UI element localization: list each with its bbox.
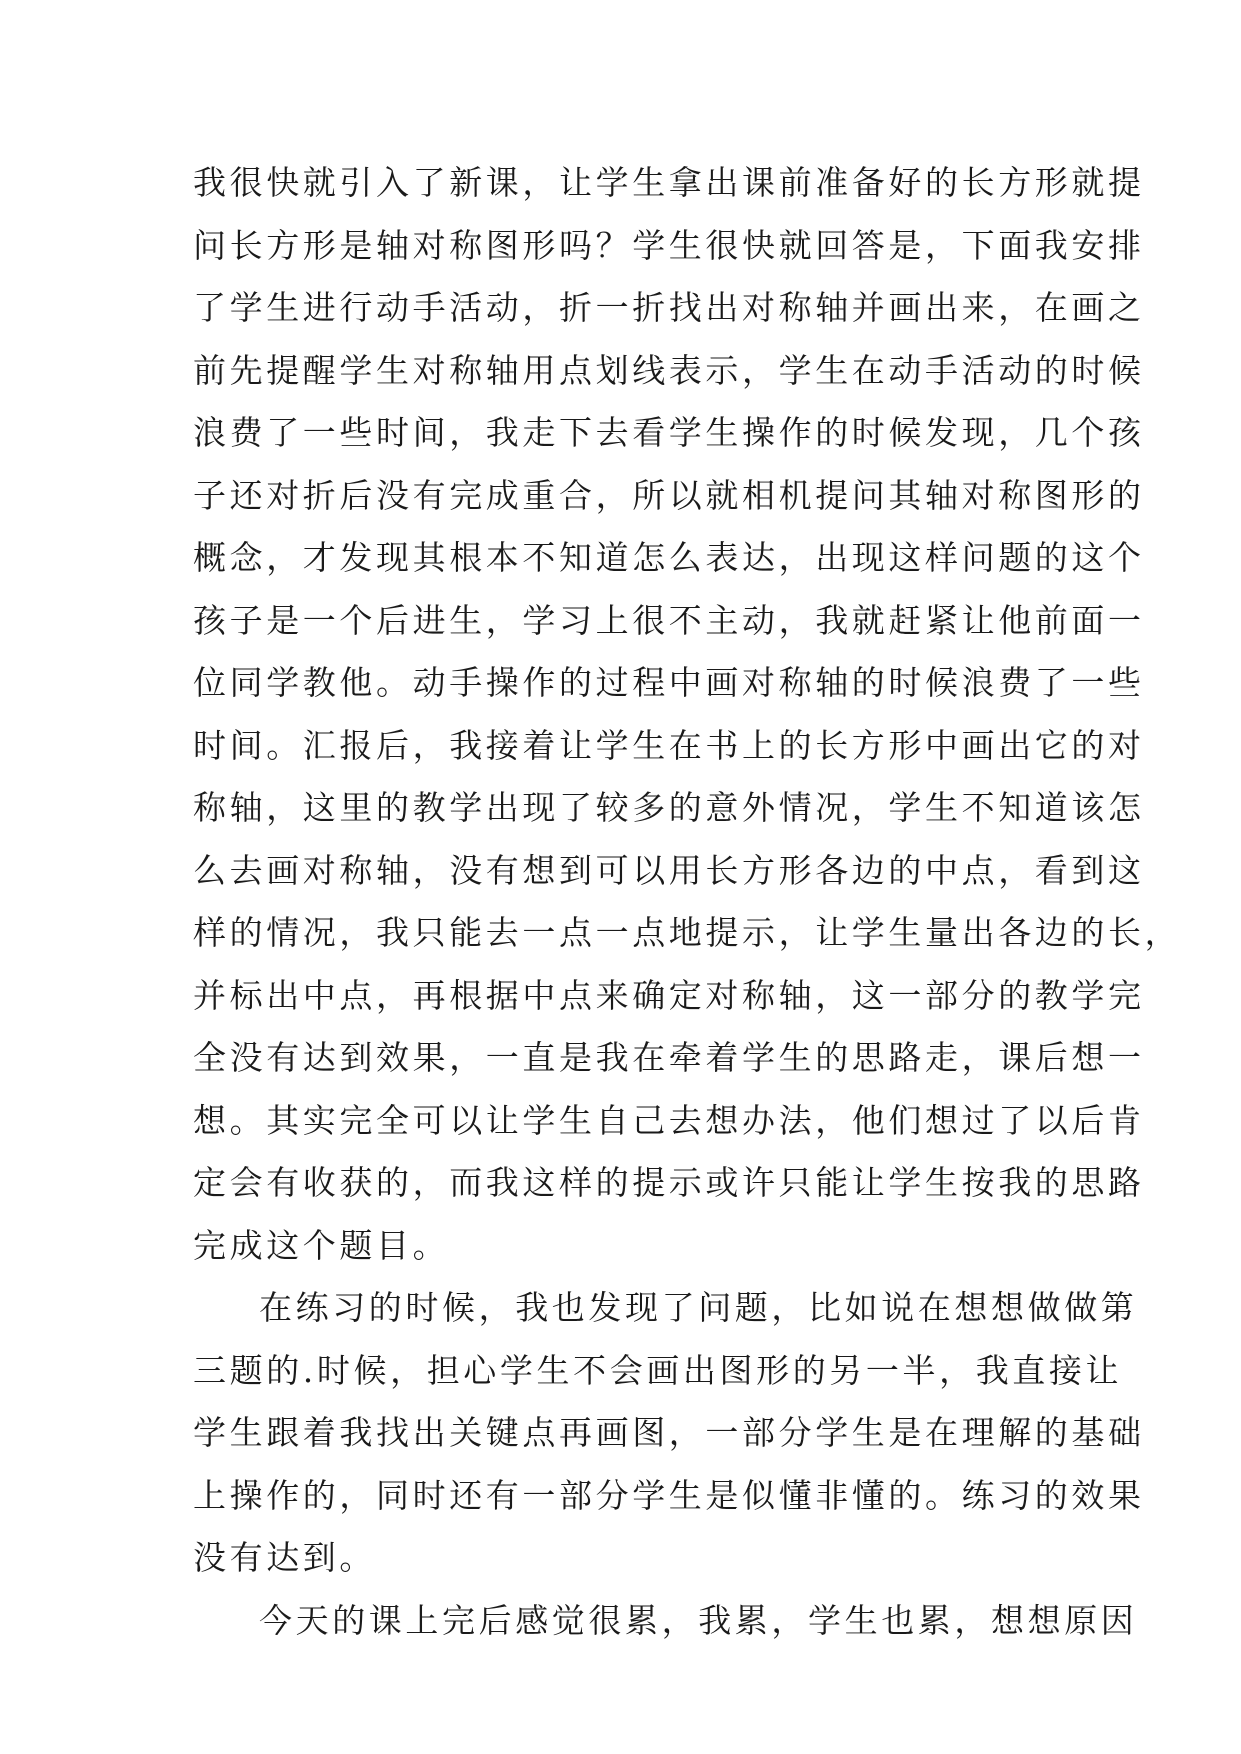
text-line: 全没有达到效果，一直是我在牵着学生的思路走，课后想一 [193, 1038, 1145, 1077]
text-line: 并标出中点，再根据中点来确定对称轴，这一部分的教学完 [193, 975, 1145, 1015]
text-line: 前先提醒学生对称轴用点划线表示，学生在动手活动的时候 [193, 350, 1145, 390]
text-line: 么去画对称轴，没有想到可以用长方形各边的中点，看到这 [193, 850, 1145, 890]
paragraph-start-line: 在练习的时候，我也发现了问题，比如说在想想做做第 [259, 1288, 1138, 1327]
paragraph-start-line: 今天的课上完后感觉很累，我累，学生也累，想想原因 [259, 1600, 1138, 1640]
paragraph-end-line: 没有达到。 [193, 1538, 376, 1577]
text-line: 子还对折后没有完成重合，所以就相机提问其轴对称图形的 [193, 475, 1145, 515]
text-line: 位同学教他。动手操作的过程中画对称轴的时候浪费了一些 [193, 663, 1145, 702]
text-line: 浪费了一些时间，我走下去看学生操作的时候发现，几个孩 [193, 413, 1145, 452]
text-line: 概念，才发现其根本不知道怎么表达，出现这样问题的这个 [193, 538, 1145, 577]
text-line: 上操作的，同时还有一部分学生是似懂非懂的。练习的效果 [193, 1475, 1145, 1515]
text-line: 三题的.时候，担心学生不会画出图形的另一半，我直接让 [193, 1350, 1123, 1390]
text-line: 问长方形是轴对称图形吗？学生很快就回答是，下面我安排 [193, 225, 1145, 265]
body-text [193, 152, 1182, 1652]
text-line: 想。其实完全可以让学生自己去想办法，他们想过了以后肯 [193, 1100, 1145, 1140]
text-line: 时间。汇报后，我接着让学生在书上的长方形中画出它的对 [193, 725, 1145, 765]
text-line: 我很快就引入了新课，让学生拿出课前准备好的长方形就提 [193, 163, 1145, 202]
text-line: 学生跟着我找出关键点再画图，一部分学生是在理解的基础 [193, 1413, 1145, 1452]
text-line: 了学生进行动手活动，折一折找出对称轴并画出来，在画之 [193, 288, 1145, 327]
paragraph-end-line: 完成这个题目。 [193, 1225, 450, 1265]
text-line: 定会有收获的，而我这样的提示或许只能让学生按我的思路 [193, 1163, 1145, 1202]
text-line: 称轴，这里的教学出现了较多的意外情况，学生不知道该怎 [193, 788, 1145, 827]
text-line: 样的情况，我只能去一点一点地提示，让学生量出各边的长， [193, 913, 1182, 952]
text-line: 孩子是一个后进生，学习上很不主动，我就赶紧让他前面一 [193, 600, 1145, 640]
